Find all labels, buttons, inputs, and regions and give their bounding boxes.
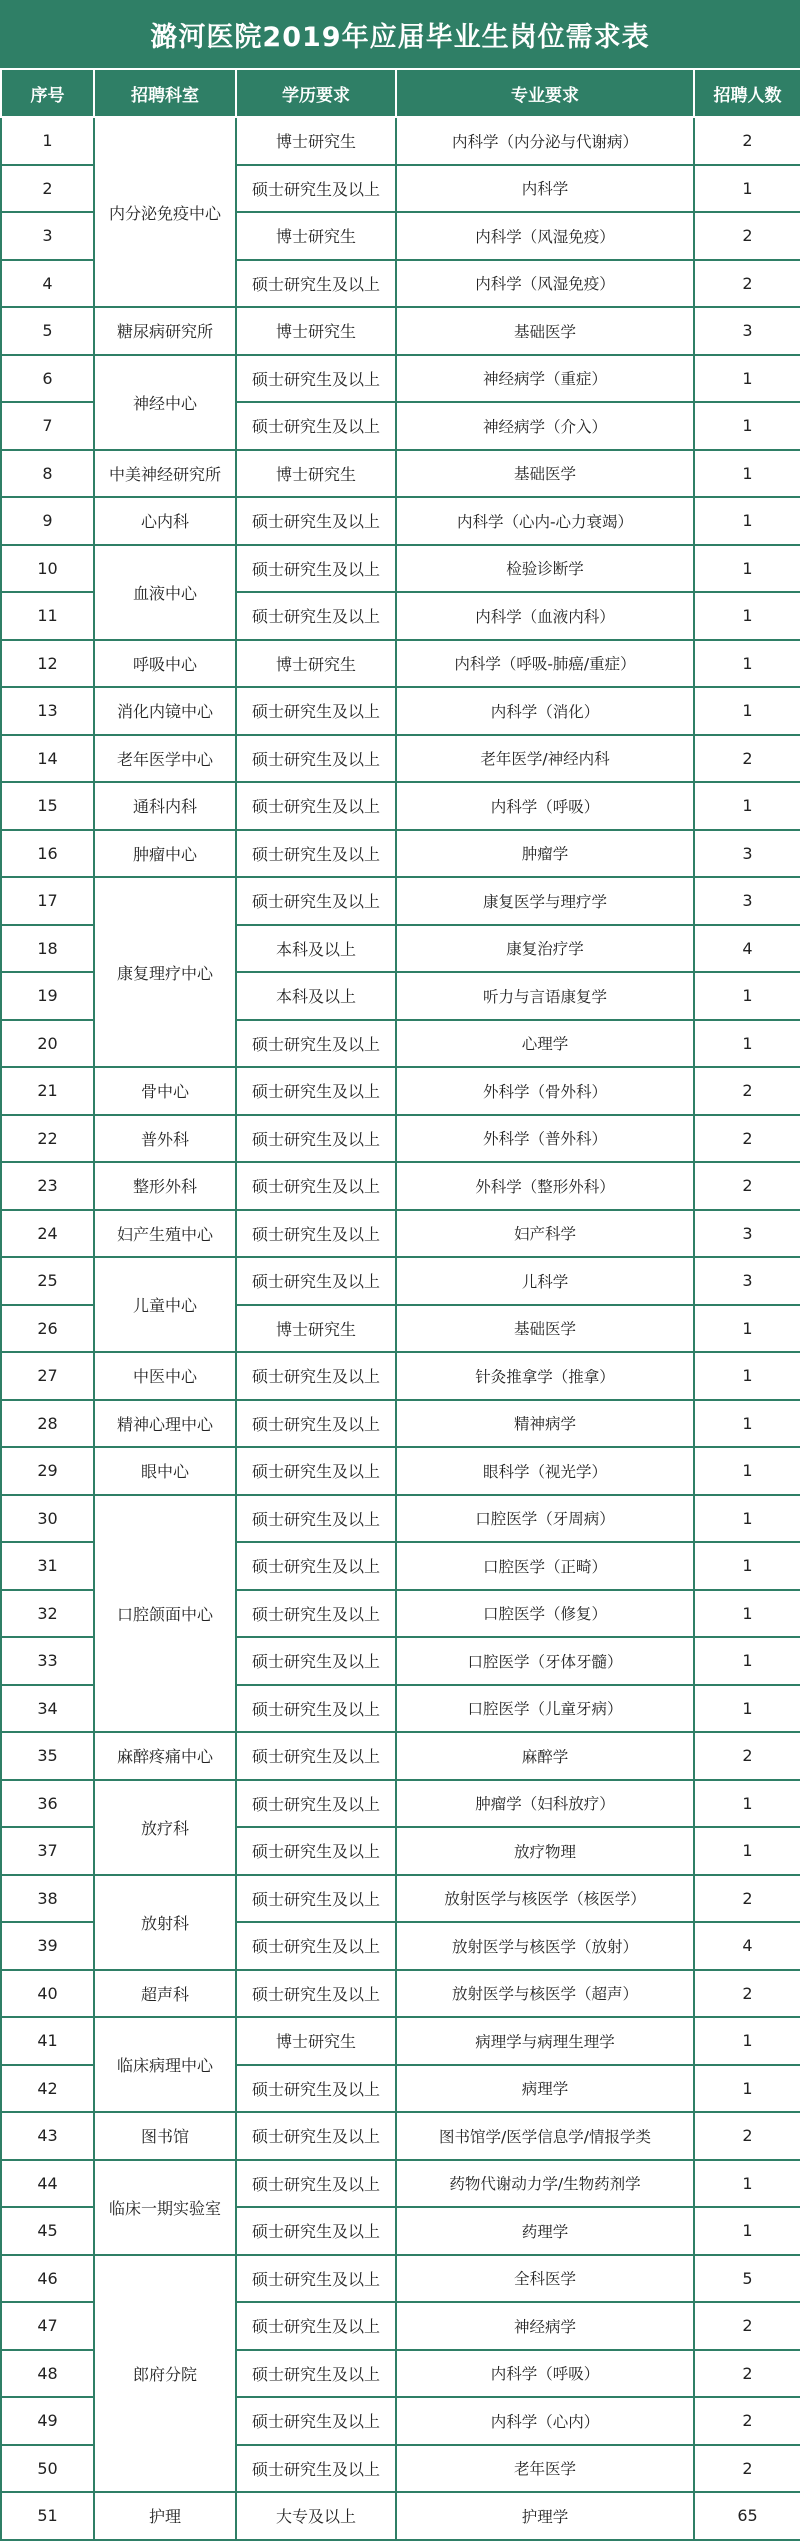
cell-edu: 硕士研究生及以上 [236, 355, 396, 403]
cell-dept: 整形外科 [94, 1162, 236, 1210]
cell-count: 2 [694, 1162, 800, 1210]
cell-edu: 硕士研究生及以上 [236, 2207, 396, 2255]
cell-no: 10 [1, 545, 94, 593]
cell-count: 3 [694, 877, 800, 925]
cell-no: 50 [1, 2445, 94, 2493]
cell-major: 眼科学（视光学） [396, 1447, 694, 1495]
cell-dept: 中医中心 [94, 1352, 236, 1400]
table-row [1, 1067, 800, 1115]
table-row [1, 1875, 800, 1923]
cell-count: 1 [694, 450, 800, 498]
cell-count: 3 [694, 307, 800, 355]
header-dept: 招聘科室 [94, 69, 236, 117]
cell-dept: 呼吸中心 [94, 640, 236, 688]
cell-count: 2 [694, 1115, 800, 1163]
cell-major: 内科学（呼吸） [396, 2350, 694, 2398]
cell-edu: 硕士研究生及以上 [236, 2445, 396, 2493]
cell-major: 内科学（风湿免疫） [396, 212, 694, 260]
cell-no: 26 [1, 1305, 94, 1353]
cell-no: 51 [1, 2492, 94, 2540]
cell-major: 病理学与病理生理学 [396, 2017, 694, 2065]
cell-count: 1 [694, 402, 800, 450]
cell-count: 2 [694, 2302, 800, 2350]
cell-dept: 神经中心 [94, 355, 236, 450]
cell-count: 1 [694, 972, 800, 1020]
table-row [1, 1495, 800, 1543]
cell-no: 14 [1, 735, 94, 783]
cell-edu: 硕士研究生及以上 [236, 2255, 396, 2303]
cell-count: 1 [694, 1637, 800, 1685]
cell-dept: 内分泌免疫中心 [94, 117, 236, 307]
cell-major: 图书馆学/医学信息学/情报学类 [396, 2112, 694, 2160]
cell-count: 2 [694, 735, 800, 783]
table-row [1, 117, 800, 165]
cell-no: 15 [1, 782, 94, 830]
cell-dept: 图书馆 [94, 2112, 236, 2160]
cell-edu: 博士研究生 [236, 1305, 396, 1353]
cell-major: 内科学（心内-心力衰竭） [396, 497, 694, 545]
table-row [1, 545, 800, 593]
cell-major: 内科学（内分泌与代谢病） [396, 117, 694, 165]
cell-edu: 硕士研究生及以上 [236, 687, 396, 735]
cell-edu: 硕士研究生及以上 [236, 1827, 396, 1875]
cell-major: 药物代谢动力学/生物药剂学 [396, 2160, 694, 2208]
cell-count: 2 [694, 1970, 800, 2018]
header-count: 招聘人数 [694, 69, 800, 117]
cell-edu: 本科及以上 [236, 972, 396, 1020]
cell-edu: 硕士研究生及以上 [236, 782, 396, 830]
cell-edu: 硕士研究生及以上 [236, 1922, 396, 1970]
cell-dept: 护理 [94, 2492, 236, 2540]
cell-edu: 硕士研究生及以上 [236, 2350, 396, 2398]
cell-major: 内科学（呼吸） [396, 782, 694, 830]
cell-dept: 口腔颌面中心 [94, 1495, 236, 1733]
table-row [1, 1162, 800, 1210]
cell-no: 46 [1, 2255, 94, 2303]
table-row [1, 497, 800, 545]
cell-major: 口腔医学（修复） [396, 1590, 694, 1638]
cell-major: 内科学（风湿免疫） [396, 260, 694, 308]
cell-edu: 硕士研究生及以上 [236, 2302, 396, 2350]
cell-dept: 中美神经研究所 [94, 450, 236, 498]
table-body [1, 117, 800, 2540]
table-row [1, 307, 800, 355]
cell-major: 病理学 [396, 2065, 694, 2113]
cell-no: 9 [1, 497, 94, 545]
cell-count: 1 [694, 1780, 800, 1828]
table-row [1, 1447, 800, 1495]
cell-no: 12 [1, 640, 94, 688]
cell-edu: 硕士研究生及以上 [236, 497, 396, 545]
cell-no: 49 [1, 2397, 94, 2445]
cell-no: 8 [1, 450, 94, 498]
cell-major: 检验诊断学 [396, 545, 694, 593]
cell-edu: 博士研究生 [236, 307, 396, 355]
cell-count: 5 [694, 2255, 800, 2303]
cell-dept: 妇产生殖中心 [94, 1210, 236, 1258]
cell-count: 1 [694, 1495, 800, 1543]
cell-edu: 硕士研究生及以上 [236, 2160, 396, 2208]
table-row [1, 735, 800, 783]
header-major: 专业要求 [396, 69, 694, 117]
table-row [1, 355, 800, 403]
cell-count: 3 [694, 1210, 800, 1258]
cell-major: 神经病学（介入） [396, 402, 694, 450]
cell-edu: 硕士研究生及以上 [236, 1257, 396, 1305]
cell-count: 1 [694, 355, 800, 403]
table-row [1, 1352, 800, 1400]
cell-count: 1 [694, 545, 800, 593]
cell-dept: 糖尿病研究所 [94, 307, 236, 355]
cell-edu: 硕士研究生及以上 [236, 592, 396, 640]
cell-no: 38 [1, 1875, 94, 1923]
cell-major: 精神病学 [396, 1400, 694, 1448]
cell-major: 口腔医学（正畸） [396, 1542, 694, 1590]
cell-no: 2 [1, 165, 94, 213]
cell-count: 1 [694, 782, 800, 830]
cell-count: 3 [694, 830, 800, 878]
cell-no: 48 [1, 2350, 94, 2398]
cell-edu: 硕士研究生及以上 [236, 2112, 396, 2160]
cell-major: 外科学（普外科） [396, 1115, 694, 1163]
cell-dept: 精神心理中心 [94, 1400, 236, 1448]
cell-no: 11 [1, 592, 94, 640]
cell-no: 18 [1, 925, 94, 973]
cell-edu: 硕士研究生及以上 [236, 1542, 396, 1590]
cell-major: 神经病学 [396, 2302, 694, 2350]
cell-major: 全科医学 [396, 2255, 694, 2303]
cell-major: 听力与言语康复学 [396, 972, 694, 1020]
cell-edu: 硕士研究生及以上 [236, 735, 396, 783]
cell-major: 放疗物理 [396, 1827, 694, 1875]
cell-count: 2 [694, 117, 800, 165]
cell-count: 1 [694, 1827, 800, 1875]
cell-no: 34 [1, 1685, 94, 1733]
cell-major: 内科学（呼吸-肺癌/重症） [396, 640, 694, 688]
cell-no: 44 [1, 2160, 94, 2208]
cell-edu: 硕士研究生及以上 [236, 1732, 396, 1780]
cell-major: 基础医学 [396, 450, 694, 498]
cell-count: 1 [694, 2017, 800, 2065]
cell-count: 2 [694, 1875, 800, 1923]
cell-dept: 通科内科 [94, 782, 236, 830]
cell-no: 39 [1, 1922, 94, 1970]
cell-edu: 硕士研究生及以上 [236, 2397, 396, 2445]
cell-count: 1 [694, 1352, 800, 1400]
cell-edu: 硕士研究生及以上 [236, 1067, 396, 1115]
table-row [1, 830, 800, 878]
table-row [1, 1257, 800, 1305]
cell-dept: 血液中心 [94, 545, 236, 640]
cell-no: 6 [1, 355, 94, 403]
cell-major: 内科学（血液内科） [396, 592, 694, 640]
cell-edu: 硕士研究生及以上 [236, 1495, 396, 1543]
cell-no: 35 [1, 1732, 94, 1780]
cell-count: 1 [694, 1305, 800, 1353]
cell-edu: 硕士研究生及以上 [236, 1970, 396, 2018]
cell-major: 内科学 [396, 165, 694, 213]
cell-major: 外科学（骨外科） [396, 1067, 694, 1115]
cell-major: 基础医学 [396, 1305, 694, 1353]
cell-major: 内科学（心内） [396, 2397, 694, 2445]
cell-no: 36 [1, 1780, 94, 1828]
cell-no: 29 [1, 1447, 94, 1495]
cell-edu: 硕士研究生及以上 [236, 877, 396, 925]
cell-edu: 硕士研究生及以上 [236, 165, 396, 213]
header-edu: 学历要求 [236, 69, 396, 117]
cell-count: 1 [694, 1542, 800, 1590]
cell-major: 心理学 [396, 1020, 694, 1068]
cell-count: 4 [694, 925, 800, 973]
table-row [1, 2255, 800, 2303]
cell-count: 2 [694, 260, 800, 308]
cell-no: 16 [1, 830, 94, 878]
cell-no: 32 [1, 1590, 94, 1638]
table-row [1, 782, 800, 830]
cell-dept: 放疗科 [94, 1780, 236, 1875]
cell-count: 1 [694, 1590, 800, 1638]
table-row [1, 1780, 800, 1828]
cell-no: 13 [1, 687, 94, 735]
cell-no: 5 [1, 307, 94, 355]
table-row [1, 1115, 800, 1163]
cell-edu: 硕士研究生及以上 [236, 1162, 396, 1210]
cell-count: 1 [694, 1447, 800, 1495]
cell-count: 2 [694, 2112, 800, 2160]
cell-count: 1 [694, 1400, 800, 1448]
cell-dept: 普外科 [94, 1115, 236, 1163]
table-row [1, 687, 800, 735]
cell-no: 24 [1, 1210, 94, 1258]
cell-major: 口腔医学（儿童牙病） [396, 1685, 694, 1733]
cell-no: 43 [1, 2112, 94, 2160]
cell-count: 1 [694, 497, 800, 545]
cell-major: 肿瘤学 [396, 830, 694, 878]
cell-dept: 儿童中心 [94, 1257, 236, 1352]
cell-major: 儿科学 [396, 1257, 694, 1305]
cell-major: 放射医学与核医学（超声） [396, 1970, 694, 2018]
cell-no: 31 [1, 1542, 94, 1590]
cell-edu: 博士研究生 [236, 2017, 396, 2065]
cell-major: 老年医学/神经内科 [396, 735, 694, 783]
cell-major: 放射医学与核医学（放射） [396, 1922, 694, 1970]
cell-count: 2 [694, 212, 800, 260]
cell-count: 1 [694, 640, 800, 688]
cell-count: 3 [694, 1257, 800, 1305]
cell-dept: 骨中心 [94, 1067, 236, 1115]
cell-no: 19 [1, 972, 94, 1020]
cell-major: 护理学 [396, 2492, 694, 2540]
cell-count: 1 [694, 2207, 800, 2255]
cell-dept: 眼中心 [94, 1447, 236, 1495]
cell-no: 40 [1, 1970, 94, 2018]
cell-major: 口腔医学（牙周病） [396, 1495, 694, 1543]
table-row [1, 877, 800, 925]
cell-count: 1 [694, 1020, 800, 1068]
cell-dept: 康复理疗中心 [94, 877, 236, 1067]
cell-count: 1 [694, 1685, 800, 1733]
cell-edu: 硕士研究生及以上 [236, 1210, 396, 1258]
cell-no: 33 [1, 1637, 94, 1685]
cell-count: 4 [694, 1922, 800, 1970]
cell-count: 2 [694, 1067, 800, 1115]
cell-edu: 硕士研究生及以上 [236, 545, 396, 593]
cell-edu: 大专及以上 [236, 2492, 396, 2540]
cell-no: 7 [1, 402, 94, 450]
cell-count: 2 [694, 2445, 800, 2493]
table-row [1, 2160, 800, 2208]
cell-edu: 硕士研究生及以上 [236, 1352, 396, 1400]
cell-major: 妇产科学 [396, 1210, 694, 1258]
cell-major: 麻醉学 [396, 1732, 694, 1780]
cell-edu: 本科及以上 [236, 925, 396, 973]
table-row [1, 1210, 800, 1258]
cell-no: 28 [1, 1400, 94, 1448]
cell-edu: 博士研究生 [236, 212, 396, 260]
cell-count: 2 [694, 2397, 800, 2445]
cell-no: 17 [1, 877, 94, 925]
cell-no: 3 [1, 212, 94, 260]
cell-edu: 硕士研究生及以上 [236, 1637, 396, 1685]
table-row [1, 1400, 800, 1448]
cell-no: 47 [1, 2302, 94, 2350]
cell-no: 22 [1, 1115, 94, 1163]
cell-dept: 放射科 [94, 1875, 236, 1970]
cell-no: 23 [1, 1162, 94, 1210]
cell-edu: 硕士研究生及以上 [236, 1875, 396, 1923]
table-row [1, 2492, 800, 2540]
table-header-row [1, 69, 800, 117]
cell-dept: 麻醉疼痛中心 [94, 1732, 236, 1780]
cell-major: 神经病学（重症） [396, 355, 694, 403]
cell-dept: 超声科 [94, 1970, 236, 2018]
cell-dept: 老年医学中心 [94, 735, 236, 783]
cell-no: 1 [1, 117, 94, 165]
table-row [1, 2017, 800, 2065]
cell-count: 65 [694, 2492, 800, 2540]
cell-major: 老年医学 [396, 2445, 694, 2493]
cell-dept: 心内科 [94, 497, 236, 545]
cell-no: 25 [1, 1257, 94, 1305]
cell-major: 肿瘤学（妇科放疗） [396, 1780, 694, 1828]
cell-edu: 硕士研究生及以上 [236, 1590, 396, 1638]
cell-major: 内科学（消化） [396, 687, 694, 735]
table-row [1, 450, 800, 498]
cell-no: 27 [1, 1352, 94, 1400]
cell-dept: 消化内镜中心 [94, 687, 236, 735]
cell-major: 基础医学 [396, 307, 694, 355]
cell-dept: 临床一期实验室 [94, 2160, 236, 2255]
cell-edu: 博士研究生 [236, 640, 396, 688]
cell-major: 康复治疗学 [396, 925, 694, 973]
table-row [1, 2112, 800, 2160]
cell-dept: 郎府分院 [94, 2255, 236, 2493]
cell-major: 康复医学与理疗学 [396, 877, 694, 925]
cell-no: 42 [1, 2065, 94, 2113]
cell-dept: 肿瘤中心 [94, 830, 236, 878]
cell-no: 21 [1, 1067, 94, 1115]
table-row [1, 1970, 800, 2018]
cell-no: 30 [1, 1495, 94, 1543]
cell-count: 1 [694, 592, 800, 640]
table-row [1, 640, 800, 688]
cell-no: 37 [1, 1827, 94, 1875]
cell-no: 4 [1, 260, 94, 308]
cell-count: 2 [694, 1732, 800, 1780]
cell-major: 外科学（整形外科） [396, 1162, 694, 1210]
cell-major: 口腔医学（牙体牙髓） [396, 1637, 694, 1685]
cell-edu: 硕士研究生及以上 [236, 1685, 396, 1733]
cell-count: 1 [694, 165, 800, 213]
recruitment-table [0, 68, 800, 2541]
cell-count: 2 [694, 2350, 800, 2398]
cell-edu: 硕士研究生及以上 [236, 1447, 396, 1495]
cell-no: 20 [1, 1020, 94, 1068]
cell-edu: 博士研究生 [236, 450, 396, 498]
cell-edu: 硕士研究生及以上 [236, 1115, 396, 1163]
cell-edu: 硕士研究生及以上 [236, 1780, 396, 1828]
table-row [1, 1732, 800, 1780]
page-title: 潞河医院2019年应届毕业生岗位需求表 [0, 0, 800, 68]
cell-edu: 硕士研究生及以上 [236, 260, 396, 308]
cell-edu: 硕士研究生及以上 [236, 1020, 396, 1068]
cell-edu: 硕士研究生及以上 [236, 2065, 396, 2113]
cell-count: 1 [694, 687, 800, 735]
cell-count: 1 [694, 2065, 800, 2113]
cell-major: 针灸推拿学（推拿） [396, 1352, 694, 1400]
cell-major: 药理学 [396, 2207, 694, 2255]
cell-no: 41 [1, 2017, 94, 2065]
cell-edu: 博士研究生 [236, 117, 396, 165]
cell-edu: 硕士研究生及以上 [236, 1400, 396, 1448]
cell-count: 1 [694, 2160, 800, 2208]
header-no: 序号 [1, 69, 94, 117]
cell-no: 45 [1, 2207, 94, 2255]
cell-edu: 硕士研究生及以上 [236, 830, 396, 878]
cell-dept: 临床病理中心 [94, 2017, 236, 2112]
cell-edu: 硕士研究生及以上 [236, 402, 396, 450]
cell-major: 放射医学与核医学（核医学） [396, 1875, 694, 1923]
